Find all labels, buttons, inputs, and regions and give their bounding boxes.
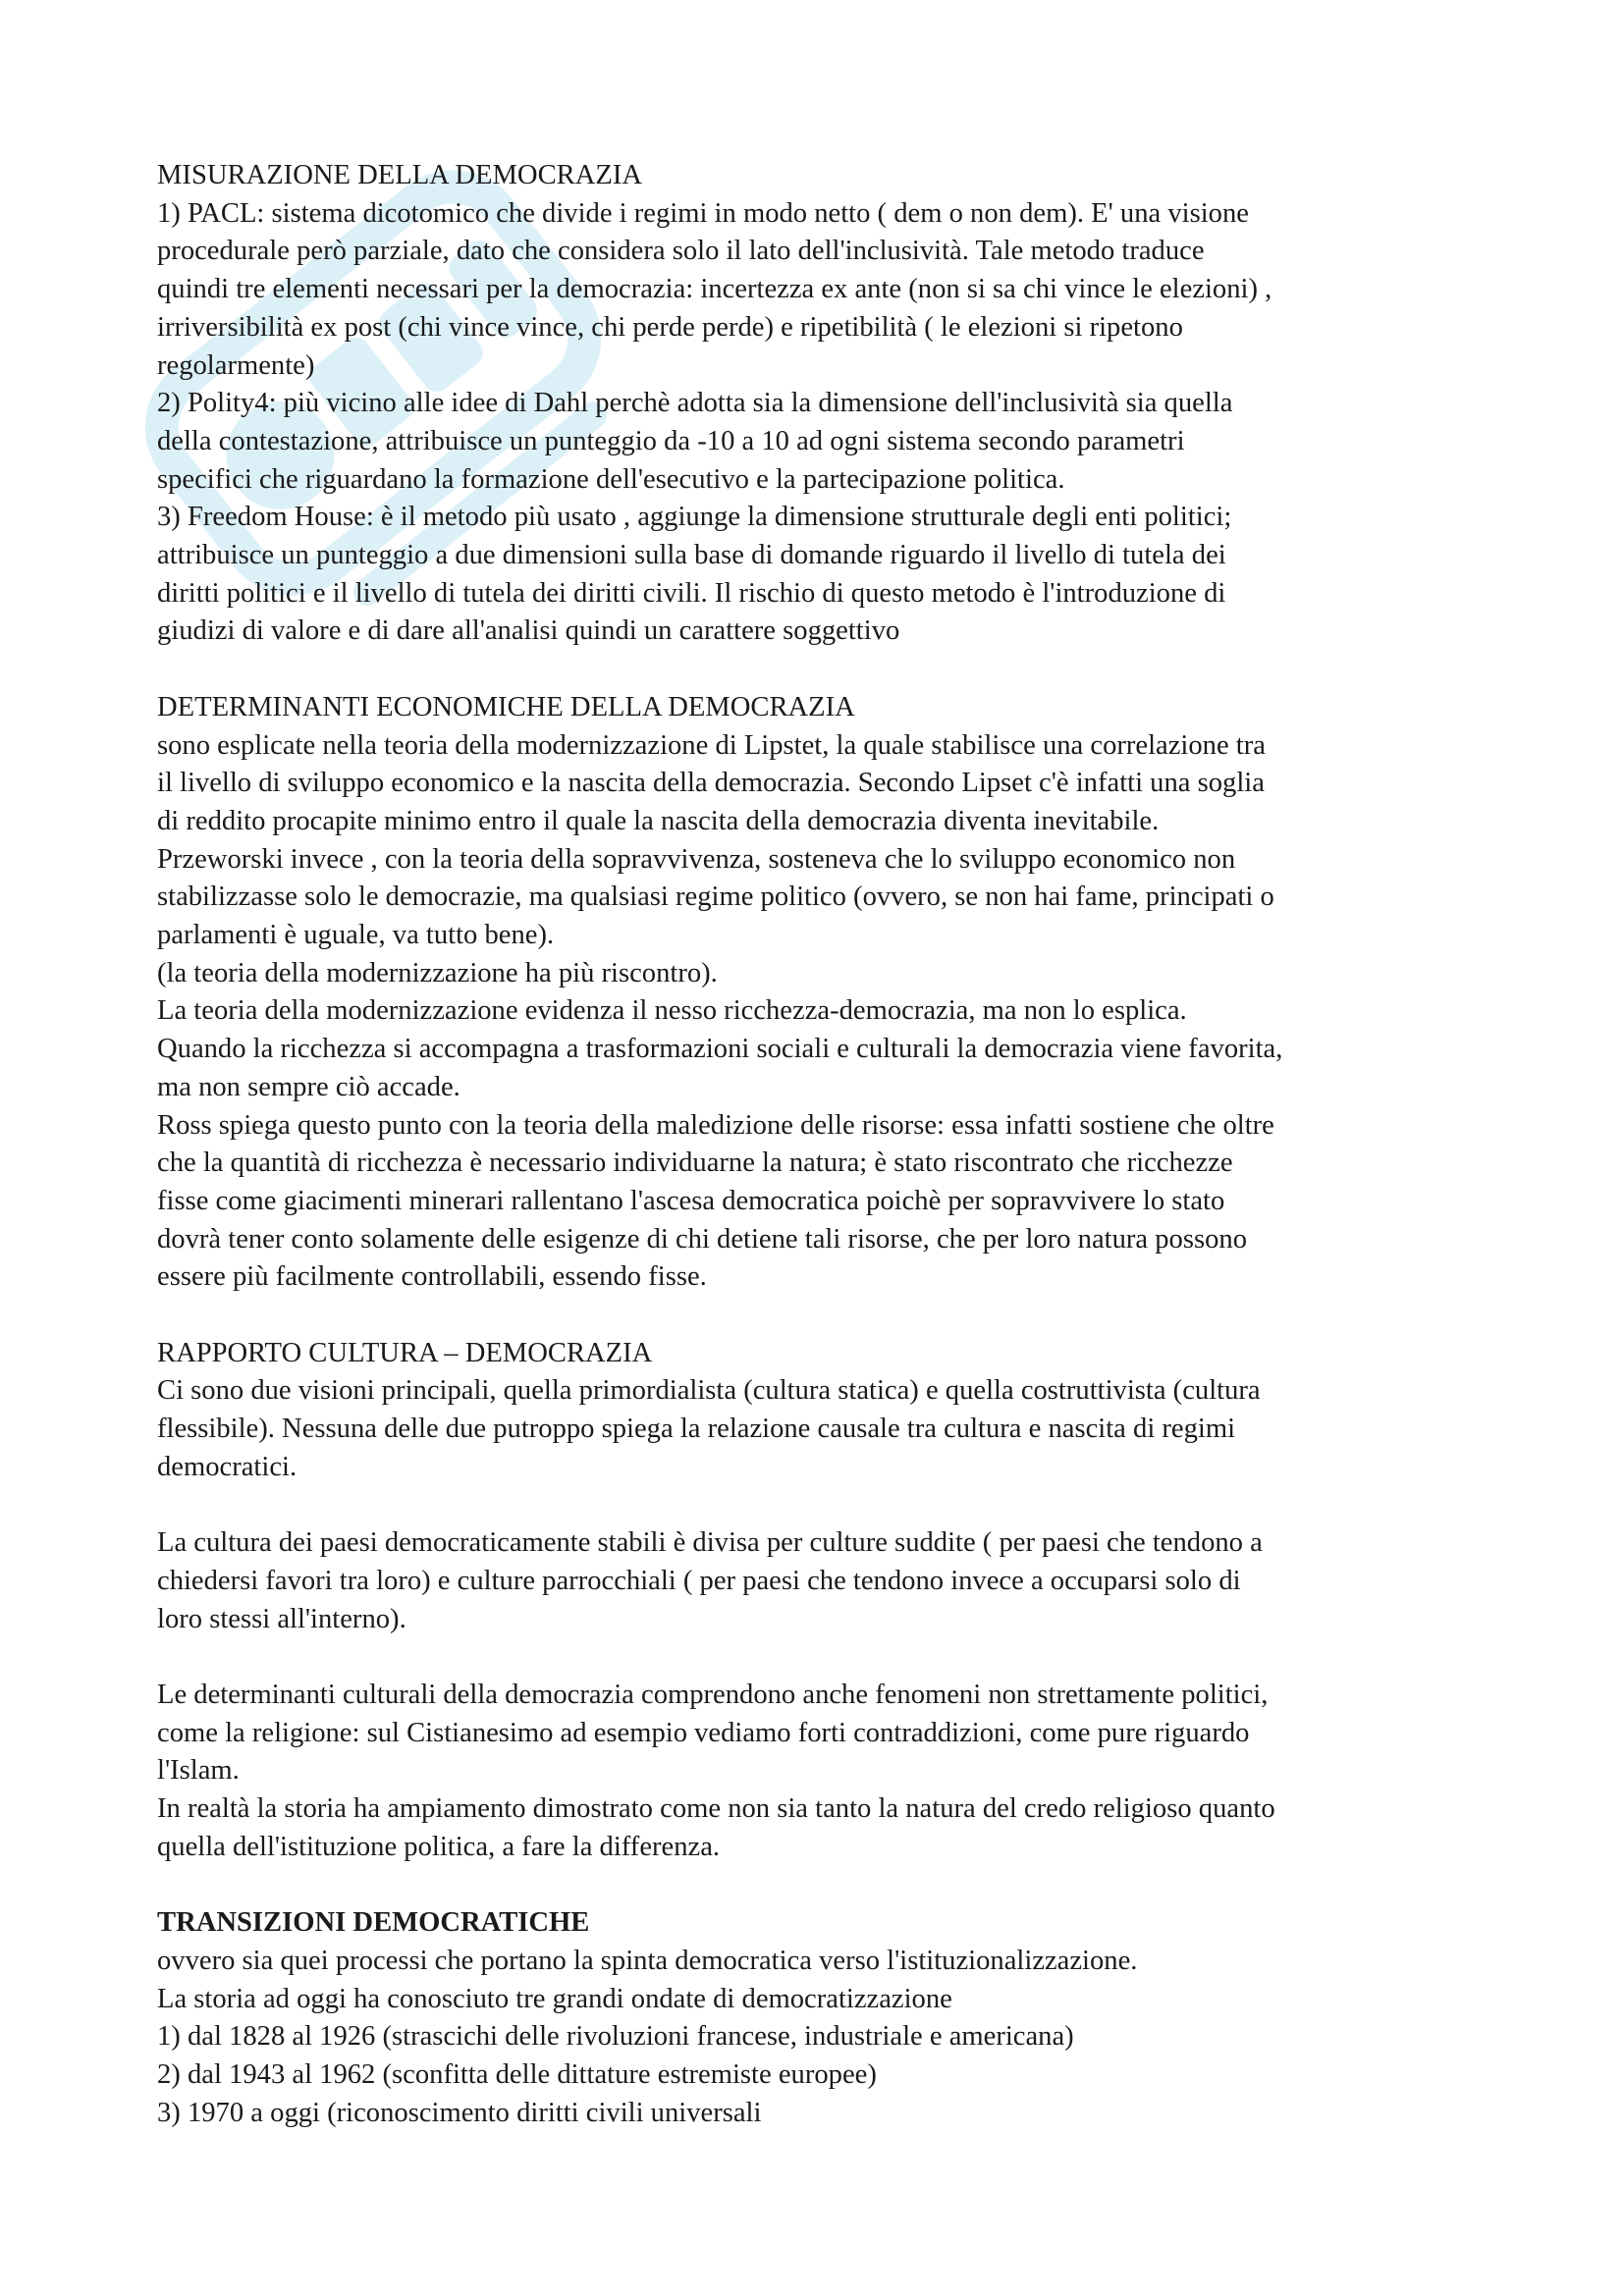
text-line: ma non sempre ciò accade. bbox=[157, 1071, 460, 1102]
text-line: chiedersi favori tra loro) e culture parrocchiali ( per paesi che tendono invece a occuparsi solo di bbox=[157, 1565, 1241, 1596]
section-heading: MISURAZIONE DELLA DEMOCRAZIA bbox=[157, 160, 643, 190]
text-line: dovrà tener conto solamente delle esigenze di chi detiene tali risorse, che per loro natura possono bbox=[157, 1223, 1247, 1255]
text-line: giudizi di valore e di dare all'analisi quindi un carattere soggettivo bbox=[157, 615, 900, 647]
text-line: democratici. bbox=[157, 1451, 298, 1482]
text-line: In realtà la storia ha ampiamento dimostrato come non sia tanto la natura del credo religioso quanto bbox=[157, 1793, 1275, 1825]
text-line: Le determinanti culturali della democrazia comprendono anche fenomeni non strettamente politici, bbox=[157, 1680, 1269, 1711]
paragraph bbox=[157, 195, 1492, 651]
text-line: 3) Freedom House: è il metodo più usato , aggiunge la dimensione strutturale degli enti politici; bbox=[157, 502, 1232, 533]
text-line: essere più facilmente controllabili, essendo fisse. bbox=[157, 1261, 707, 1293]
section-cultura-democrazia bbox=[157, 1335, 1492, 1867]
text-line: 2) dal 1943 al 1962 (sconfitta delle dittature estremiste europee) bbox=[157, 2059, 877, 2091]
text-line: quindi tre elementi necessari per la democrazia: incertezza ex ante (non si sa chi vince le elezioni) , bbox=[157, 274, 1272, 305]
paragraph bbox=[157, 1677, 1492, 1867]
text-line: diritti politici e il livello di tutela dei diritti civili. Il rischio di questo metodo è l'introduzione di bbox=[157, 577, 1226, 609]
text-line: Quando la ricchezza si accompagna a trasformazioni sociali e culturali la democrazia viene favorita, bbox=[157, 1034, 1283, 1065]
paragraph bbox=[157, 1524, 1492, 1638]
text-line: Ross spiega questo punto con la teoria della maledizione delle risorse: essa infatti sostiene che oltre bbox=[157, 1109, 1274, 1141]
text-line: 1) dal 1828 al 1926 (strascichi delle rivoluzioni francese, industriale e americana) bbox=[157, 2021, 1074, 2053]
text-line: come la religione: sul Cistianesimo ad esempio vediamo forti contraddizioni, come pure riguardo bbox=[157, 1717, 1250, 1748]
section-heading: TRANSIZIONI DEMOCRATICHE bbox=[157, 1907, 590, 1939]
text-line: 3) 1970 a oggi (riconoscimento diritti civili universali bbox=[157, 2097, 762, 2128]
text-line: stabilizzasse solo le democrazie, ma qualsiasi regime politico (ovvero, se non hai fame, principati o bbox=[157, 881, 1274, 913]
section-heading: RAPPORTO CULTURA – DEMOCRAZIA bbox=[157, 1337, 653, 1368]
text-line: che la quantità di ricchezza è necessario individuarne la natura; è stato riscontrato che ricchezze bbox=[157, 1148, 1233, 1179]
text-line: ovvero sia quei processi che portano la spinta democratica verso l'istituzionalizzazione. bbox=[157, 1945, 1138, 1976]
text-line: specifici che riguardano la formazione dell'esecutivo e la partecipazione politica. bbox=[157, 463, 1065, 495]
text-line: La storia ad oggi ha conosciuto tre grandi ondate di democratizzazione bbox=[157, 1983, 952, 2014]
paragraph bbox=[157, 1372, 1492, 1486]
document-body bbox=[157, 157, 1492, 2132]
section-determinanti-economiche bbox=[157, 689, 1492, 1297]
text-line: di reddito procapite minimo entro il quale la nascita della democrazia diventa inevitabile. bbox=[157, 805, 1160, 836]
text-line: 1) PACL: sistema dicotomico che divide i regimi in modo netto ( dem o non dem). E' una visione bbox=[157, 197, 1249, 229]
text-line: La cultura dei paesi democraticamente stabili è divisa per culture suddite ( per paesi che tendono a bbox=[157, 1527, 1263, 1559]
text-line: regolarmente) bbox=[157, 349, 315, 381]
text-line: fisse come giacimenti minerari rallentano l'ascesa democratica poichè per sopravvivere lo stato bbox=[157, 1185, 1225, 1216]
section-misurazione bbox=[157, 157, 1492, 651]
text-line: della contestazione, attribuisce un punteggio da -10 a 10 ad ogni sistema secondo parametri bbox=[157, 425, 1185, 456]
text-line: procedurale però parziale, dato che considera solo il lato dell'inclusività. Tale metodo traduce bbox=[157, 236, 1205, 267]
text-line: La teoria della modernizzazione evidenza il nesso ricchezza-democrazia, ma non lo esplica. bbox=[157, 995, 1187, 1027]
text-line: 2) Polity4: più vicino alle idee di Dahl perchè adotta sia la dimensione dell'inclusività sia quella bbox=[157, 388, 1233, 419]
text-line: Przeworski invece , con la teoria della sopravvivenza, sosteneva che lo sviluppo economico non bbox=[157, 843, 1236, 875]
text-line: attribuisce un punteggio a due dimensioni sulla base di domande riguardo il livello di tutela dei bbox=[157, 540, 1226, 571]
section-transizioni bbox=[157, 1904, 1492, 2132]
text-line: irriversibilità ex post (chi vince vince, chi perde perde) e ripetibilità ( le elezioni si ripetono bbox=[157, 311, 1183, 343]
text-line: loro stessi all'interno). bbox=[157, 1603, 406, 1634]
text-line: (la teoria della modernizzazione ha più riscontro). bbox=[157, 957, 718, 988]
text-line: l'Islam. bbox=[157, 1755, 240, 1787]
section-heading: DETERMINANTI ECONOMICHE DELLA DEMOCRAZIA bbox=[157, 691, 855, 722]
text-line: il livello di sviluppo economico e la nascita della democrazia. Secondo Lipset c'è infatti una soglia bbox=[157, 768, 1265, 799]
text-line: parlamenti è uguale, va tutto bene). bbox=[157, 920, 555, 951]
paragraph bbox=[157, 727, 1492, 1298]
paragraph bbox=[157, 1943, 1492, 2133]
text-line: flessibile). Nessuna delle due putroppo spiega la relazione causale tra cultura e nascita di regimi bbox=[157, 1414, 1236, 1445]
text-line: sono esplicate nella teoria della modernizzazione di Lipstet, la quale stabilisce una correlazione tra bbox=[157, 729, 1266, 761]
text-line: quella dell'istituzione politica, a fare la differenza. bbox=[157, 1831, 721, 1862]
text-line: Ci sono due visioni principali, quella primordialista (cultura statica) e quella costruttivista (cultura bbox=[157, 1375, 1261, 1407]
